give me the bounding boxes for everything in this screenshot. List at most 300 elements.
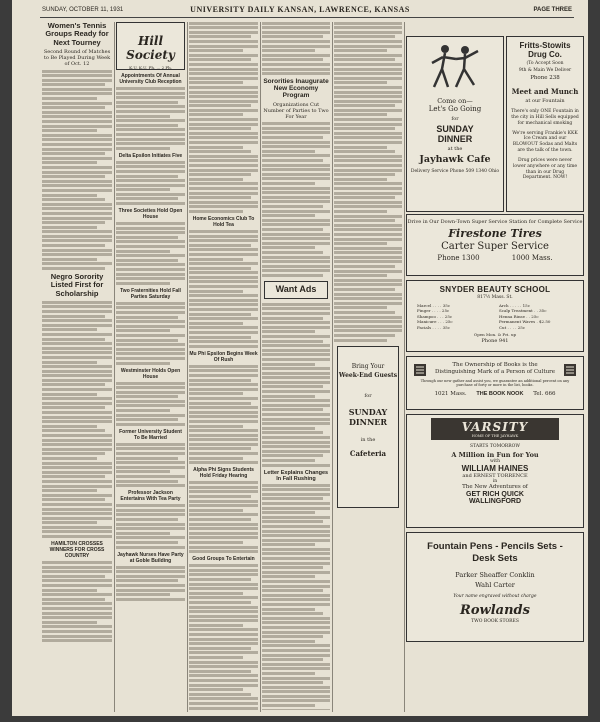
text-line: [116, 518, 178, 521]
column-divider: [187, 22, 188, 712]
text-line: [42, 161, 97, 164]
text-line: [334, 256, 402, 259]
text-line: [189, 150, 251, 153]
text-line: [42, 503, 112, 506]
article-headline: Mu Phi Epsilon Begins Week Of Rush: [189, 350, 258, 363]
text-line: [262, 603, 330, 606]
text-line: [116, 202, 185, 205]
text-line: [334, 58, 395, 61]
ad-text: in: [492, 479, 498, 484]
text-line: [116, 302, 185, 305]
text-line: [189, 141, 258, 144]
store-logo: Rowlands: [460, 602, 530, 618]
text-line: [189, 518, 251, 521]
text-line: [262, 649, 330, 652]
text-line: [189, 656, 243, 659]
ad-jayhawk-cafe: [406, 36, 504, 212]
text-line: [262, 617, 330, 620]
text-line: [262, 340, 323, 343]
price-item: Manicure . . . 25c: [417, 319, 453, 325]
text-line: [189, 461, 258, 464]
text-line: [189, 697, 258, 700]
ad-text: Come on—: [437, 97, 473, 105]
text-line: [262, 441, 330, 444]
text-line: [42, 420, 112, 423]
article-body: [116, 566, 185, 601]
article-headline: HAMILTON CROSSES WINNERS FOR CROSS COUNTRY: [49, 541, 105, 560]
text-line: [42, 244, 105, 247]
text-line: [189, 118, 258, 121]
text-line: [189, 624, 243, 627]
text-line: [189, 411, 258, 414]
text-line: [116, 527, 185, 530]
text-line: [189, 196, 251, 199]
text-line: [42, 305, 112, 308]
article-body: [116, 302, 185, 365]
text-line: [189, 290, 243, 293]
text-line: [116, 541, 178, 544]
text-line: [189, 182, 258, 185]
text-line: [42, 138, 112, 141]
ad-text: Parker Sheaffer Conklin: [455, 570, 535, 579]
ad-text: SUNDAY: [348, 406, 388, 417]
text-line: [262, 376, 330, 379]
text-line: [189, 490, 258, 493]
text-line: [42, 120, 112, 123]
text-line: [189, 313, 251, 316]
text-line: [116, 231, 185, 234]
text-line: [262, 575, 315, 578]
text-line: [42, 152, 105, 155]
price-item: Marcel . . . . 35c: [417, 303, 451, 308]
text-line: [42, 338, 105, 341]
text-line: [334, 31, 402, 34]
text-line: [189, 159, 258, 162]
text-line: [334, 316, 402, 319]
text-line: [262, 413, 330, 416]
text-line: [262, 349, 330, 352]
ad-text: Through our new gather and assist you, we guarantee an additional percent on any purchase of forty or more in the list, books.: [420, 378, 570, 388]
society-banner-sub: K.U. K.U. Ph. ... 2 Ph.: [129, 65, 172, 70]
ad-varsity: [406, 414, 584, 528]
text-line: [334, 132, 402, 135]
text-line: [42, 521, 97, 524]
text-line: [42, 457, 97, 460]
text-line: [262, 312, 330, 315]
text-line: [262, 454, 323, 457]
text-line: [262, 677, 330, 680]
text-line: [42, 166, 112, 169]
text-line: [189, 31, 258, 34]
price-item: Finger . . . . 25c: [417, 308, 450, 314]
text-line: [262, 543, 315, 546]
ad-text: Delivery Service Phone 509 1340 Ohio: [410, 169, 500, 174]
classifieds-body: [262, 303, 330, 467]
text-line: [116, 250, 170, 253]
text-line: [42, 439, 112, 442]
text-line: [189, 532, 258, 535]
text-line: [262, 145, 330, 148]
column-divider: [404, 22, 405, 712]
text-line: [42, 411, 112, 414]
text-line: [262, 557, 330, 560]
article-body: [42, 561, 112, 642]
text-line: [334, 136, 402, 139]
text-line: [116, 513, 185, 516]
text-line: [262, 695, 330, 698]
ad-title: SNYDER BEAUTY SCHOOL: [439, 285, 551, 294]
text-line: [189, 397, 258, 400]
text-line: [262, 173, 330, 176]
text-line: [334, 187, 402, 190]
text-line: [116, 386, 185, 389]
text-line: [189, 326, 258, 329]
text-line: [189, 58, 251, 61]
text-line: [262, 26, 330, 29]
text-line: [116, 461, 185, 464]
article-headline: Home Economics Club To Hold Tea: [192, 215, 255, 228]
text-line: [116, 128, 185, 131]
column-3: [189, 20, 258, 710]
text-line: [334, 141, 402, 144]
text-line: [334, 279, 402, 282]
text-line: [189, 610, 258, 613]
text-line: [116, 457, 178, 460]
text-line: [262, 459, 315, 462]
column-2: [116, 20, 185, 710]
text-line: [42, 324, 112, 327]
text-line: [116, 320, 185, 323]
text-line: [262, 260, 330, 263]
text-line: [262, 497, 323, 500]
text-line: [116, 92, 185, 95]
text-line: [116, 532, 170, 535]
ad-text: 1021 Mass.: [434, 390, 467, 397]
article-headline: Jayhawk Nurses Have Party at Goble Building: [117, 551, 184, 564]
text-line: [334, 260, 402, 263]
text-line: [42, 230, 112, 233]
article-headline: Westminster Holds Open House: [120, 367, 181, 380]
text-line: [189, 536, 258, 539]
text-line: [42, 589, 97, 592]
text-line: [42, 221, 105, 224]
text-line: [116, 414, 185, 417]
text-line: [262, 122, 330, 125]
text-line: [262, 594, 330, 597]
text-line: [189, 392, 243, 395]
ad-text: Bring Your: [351, 362, 385, 370]
text-line: [262, 31, 330, 34]
text-line: [42, 198, 105, 201]
article-body: [42, 70, 112, 271]
article-subhead: Organizations Cut Number of Parties to Two For Year: [263, 101, 329, 121]
text-line: [42, 570, 112, 573]
text-line: [262, 242, 330, 245]
text-line: [42, 347, 112, 350]
text-line: [42, 88, 112, 91]
text-line: [334, 334, 395, 337]
text-line: [334, 224, 402, 227]
ad-text: (To Accept Soon: [526, 61, 564, 66]
text-line: [116, 598, 185, 601]
text-line: [189, 504, 258, 507]
text-line: [42, 612, 112, 615]
text-line: [116, 423, 185, 426]
text-line: [189, 280, 258, 283]
article-body: [189, 22, 258, 213]
ad-text: DINNER: [348, 416, 388, 427]
text-line: [42, 157, 112, 160]
text-line: [189, 104, 251, 107]
text-line: [116, 339, 178, 342]
text-line: [42, 125, 112, 128]
text-line: [42, 566, 112, 569]
dancers-illustration: [420, 41, 490, 91]
text-line: [262, 187, 330, 190]
text-line: [189, 267, 251, 270]
text-line: [189, 123, 258, 126]
ad-text: Phone 1300: [437, 254, 480, 262]
text-line: [116, 87, 185, 90]
article-body: [116, 443, 185, 487]
text-line: [42, 448, 112, 451]
text-line: [42, 267, 105, 270]
text-line: [42, 249, 112, 252]
text-line: [262, 321, 330, 324]
text-line: [116, 259, 178, 262]
text-line: [189, 187, 258, 190]
text-line: [262, 493, 330, 496]
text-line: [262, 395, 315, 398]
text-line: [189, 707, 258, 710]
text-line: [262, 431, 323, 434]
ad-title: WILLIAM HAINES: [461, 464, 529, 473]
price-list: [417, 303, 573, 330]
text-line: [42, 466, 112, 469]
text-line: [42, 393, 97, 396]
article-headline: Two Fraternities Hold Fall Parties Saturday: [120, 287, 181, 300]
text-line: [42, 356, 112, 359]
text-line: [262, 385, 323, 388]
text-line: [262, 418, 330, 421]
text-line: [262, 40, 330, 43]
article-headline: Negro Sorority Listed First for Scholarship: [50, 272, 104, 298]
text-line: [116, 466, 185, 469]
text-line: [189, 253, 258, 256]
ad-title: Fountain Pens - Pencils Sets - Desk Sets: [427, 541, 563, 564]
text-line: [116, 184, 185, 187]
text-line: [42, 616, 112, 619]
text-line: [189, 201, 258, 204]
text-line: [116, 119, 185, 122]
text-line: [116, 575, 185, 578]
text-line: [116, 236, 178, 239]
text-line: [262, 372, 330, 375]
text-line: [116, 570, 185, 573]
text-line: [42, 342, 112, 345]
text-line: [42, 489, 97, 492]
ad-text: DINNER: [437, 134, 473, 144]
text-line: [116, 343, 185, 346]
text-line: [42, 217, 112, 220]
text-line: [42, 607, 112, 610]
text-line: [42, 593, 112, 596]
text-line: [42, 584, 112, 587]
text-line: [262, 626, 330, 629]
text-line: [189, 374, 258, 377]
text-line: [189, 113, 243, 116]
text-line: [189, 299, 258, 302]
text-line: [334, 311, 395, 314]
text-line: [189, 235, 258, 238]
text-line: [42, 253, 112, 256]
text-line: [42, 374, 112, 377]
text-line: [116, 124, 178, 127]
text-line: [262, 182, 315, 185]
text-line: [116, 404, 185, 407]
text-line: [42, 180, 112, 183]
text-line: [42, 485, 112, 488]
text-line: [262, 22, 330, 25]
text-line: [42, 115, 112, 118]
ad-text: TWO BOOK STORES: [471, 618, 519, 624]
text-line: [116, 584, 185, 587]
text-line: [189, 425, 243, 428]
article-headline: Professor Jackson Entertains With Tea Party: [120, 490, 181, 503]
text-line: [189, 379, 251, 382]
text-line: [334, 325, 402, 328]
text-line: [334, 146, 387, 149]
text-line: [189, 601, 251, 604]
text-line: [334, 320, 402, 323]
column-4: [262, 20, 330, 710]
text-line: [189, 638, 258, 641]
text-line: [262, 196, 330, 199]
text-line: [262, 464, 330, 467]
text-line: [42, 635, 112, 638]
text-line: [116, 165, 185, 168]
text-line: [116, 115, 170, 118]
ad-firestone: [406, 214, 584, 276]
text-line: [189, 294, 258, 297]
text-line: [189, 308, 258, 311]
price-item: Scalp Treatment . . 35c: [499, 308, 547, 314]
text-line: [189, 688, 243, 691]
text-line: [189, 26, 258, 29]
text-line: [189, 573, 258, 576]
text-line: [42, 351, 112, 354]
text-line: [116, 357, 185, 360]
text-line: [334, 91, 402, 94]
text-line: [262, 237, 330, 240]
ad-text: at the: [447, 146, 463, 152]
text-line: [116, 452, 185, 455]
ad-text: Cafeteria: [349, 448, 387, 458]
text-line: [116, 197, 178, 200]
text-line: [116, 133, 185, 136]
text-line: [42, 207, 112, 210]
text-line: [262, 548, 330, 551]
article-headline: Alpha Phi Signs Students Hold Friday Hearing: [193, 467, 254, 480]
text-line: [262, 35, 323, 38]
varsity-logo: VARSITY: [461, 420, 529, 434]
text-line: [189, 452, 258, 455]
text-line: [334, 113, 387, 116]
text-line: [334, 164, 402, 167]
text-line: [189, 651, 258, 654]
text-line: [42, 365, 112, 368]
text-line: [42, 517, 112, 520]
text-line: [42, 379, 112, 382]
text-line: [116, 105, 185, 108]
text-line: [116, 316, 178, 319]
text-line: [42, 397, 112, 400]
text-line: [42, 425, 97, 428]
text-line: [334, 219, 395, 222]
text-line: [42, 129, 97, 132]
article-headline: Three Societies Hold Open House: [118, 208, 183, 221]
text-line: [189, 192, 258, 195]
text-line: [42, 319, 112, 322]
text-line: [116, 579, 178, 582]
text-line: [42, 79, 112, 82]
text-line: [189, 495, 251, 498]
text-line: [189, 54, 258, 57]
text-line: [116, 306, 185, 309]
text-line: [189, 674, 258, 677]
text-line: [262, 131, 330, 134]
text-line: [189, 49, 243, 52]
text-line: [189, 569, 258, 572]
text-line: [42, 512, 112, 515]
text-line: [262, 507, 330, 510]
text-line: [42, 416, 112, 419]
ad-title: WALLINGFORD: [468, 498, 522, 505]
article-headline: Women's Tennis Groups Ready for Next Tourney: [45, 21, 109, 47]
text-line: [334, 54, 402, 57]
newspaper-page: [12, 0, 588, 716]
ad-text: Open Mon. & Fri. up: [473, 331, 517, 337]
text-line: [116, 418, 178, 421]
text-line: [42, 74, 112, 77]
text-line: [189, 77, 258, 80]
society-banner-title: Hill Society: [126, 34, 175, 62]
text-line: [189, 447, 251, 450]
text-line: [116, 480, 178, 483]
text-line: [262, 530, 330, 533]
text-line: [42, 370, 112, 373]
text-line: [189, 587, 258, 590]
text-line: [262, 367, 330, 370]
text-line: [262, 63, 330, 66]
text-line: [334, 169, 402, 172]
article-body: [116, 504, 185, 548]
text-line: [189, 420, 258, 423]
article-subhead: Second Round of Matches to Be Played During Week of Oct. 12: [43, 48, 111, 68]
society-banner: [116, 22, 185, 70]
ad-text: A Million in Fun for You: [451, 451, 539, 459]
text-line: [262, 274, 323, 277]
text-line: [189, 81, 243, 84]
text-line: [189, 331, 258, 334]
text-line: [42, 388, 112, 391]
text-line: [42, 189, 112, 192]
text-line: [42, 106, 105, 109]
text-line: [334, 251, 402, 254]
text-line: [42, 480, 112, 483]
text-line: [262, 422, 330, 425]
text-line: [262, 640, 315, 643]
